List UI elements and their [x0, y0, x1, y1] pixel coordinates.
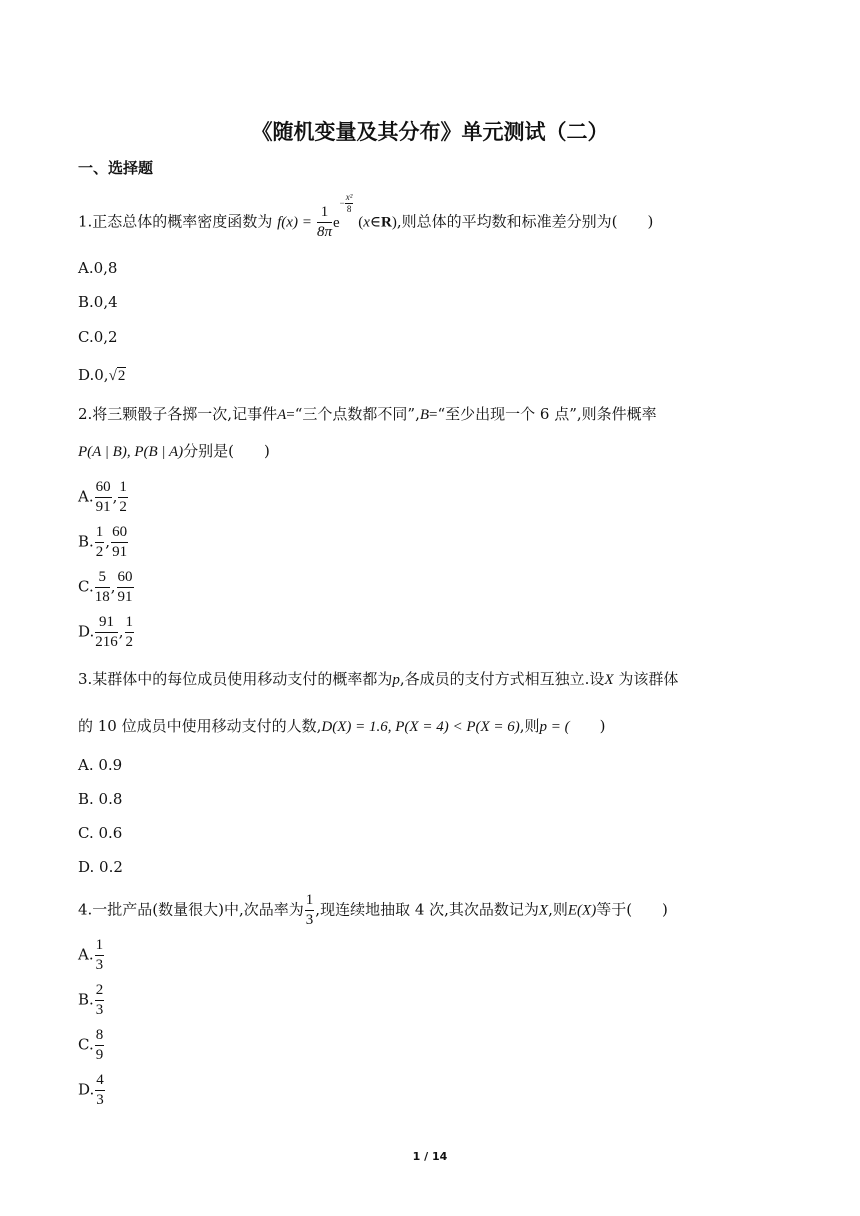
- q3-option-b: B. 0.8: [78, 790, 123, 808]
- question-4-stem: 4.一批产品(数量很大)中,次品率为 $\frac{1}{3}$ ,现连续地抽取 4 次,其次品数记为X,则E(X)等于( ): [78, 892, 668, 928]
- section-heading: 一、选择题: [78, 159, 154, 177]
- q2-option-d: D. $\frac{91}{216}$ , $\frac{1}{2}$: [78, 614, 134, 650]
- q4-option-b: B. $\frac{2}{3}$: [78, 982, 104, 1018]
- q1-function: f(x): [277, 214, 298, 231]
- q2-option-b: B. $\frac{1}{2}$ , $\frac{60}{91}$: [78, 524, 128, 560]
- q3-option-c: C. 0.6: [78, 824, 123, 842]
- q1-exponential: e− $\frac{\text{x²}}{8}$: [333, 192, 353, 231]
- q1-option-b: B.0,4: [78, 293, 118, 311]
- question-3-stem-line2: 的 10 位成员中使用移动支付的人数,D(X) = 1.6, P(X = 4) < P(X = 6),则p = ( ): [78, 717, 606, 735]
- q1-option-c: C.0,2: [78, 328, 118, 346]
- document-title: 《随机变量及其分布》单元测试（二）: [251, 120, 609, 144]
- q3-option-a: A. 0.9: [78, 756, 123, 774]
- q1-suffix: ,则总体的平均数和标准差分别为( ): [396, 212, 654, 231]
- q1-option-d: D.0,√2: [78, 366, 126, 384]
- page-number: 1 / 14: [412, 1150, 448, 1163]
- question-1-stem: [78, 192, 654, 240]
- q1-fraction: $\frac{1}{8\pi}$: [316, 204, 332, 240]
- q4-option-d: D. $\frac{4}{3}$: [78, 1072, 104, 1108]
- q2-option-c: C. $\frac{5}{18}$ , $\frac{60}{91}$: [78, 569, 133, 605]
- q1-domain: (x∈R): [358, 214, 397, 231]
- sqrt-symbol: √2: [108, 368, 126, 384]
- q1-prefix: 1.正态总体的概率密度函数为: [78, 212, 273, 231]
- question-3-stem-line1: 3.某群体中的每位成员使用移动支付的概率都为p,各成员的支付方式相互独立.设X 为该群体: [78, 670, 679, 688]
- q4-option-c: C. $\frac{8}{9}$: [78, 1027, 104, 1063]
- q1-equals: =: [302, 214, 312, 231]
- question-2-stem-line2: P(A | B), P(B | A)分别是( ): [78, 442, 270, 460]
- q3-option-d: D. 0.2: [78, 858, 123, 876]
- q2-option-a: A. $\frac{60}{91}$ , $\frac{1}{2}$: [78, 479, 127, 515]
- q4-option-a: A. $\frac{1}{3}$: [78, 937, 104, 973]
- q1-option-a: A.0,8: [78, 259, 118, 277]
- question-2-stem-line1: 2.将三颗骰子各掷一次,记事件A=“三个点数都不同”,B=“至少出现一个 6 点”,则条件概率: [78, 405, 657, 423]
